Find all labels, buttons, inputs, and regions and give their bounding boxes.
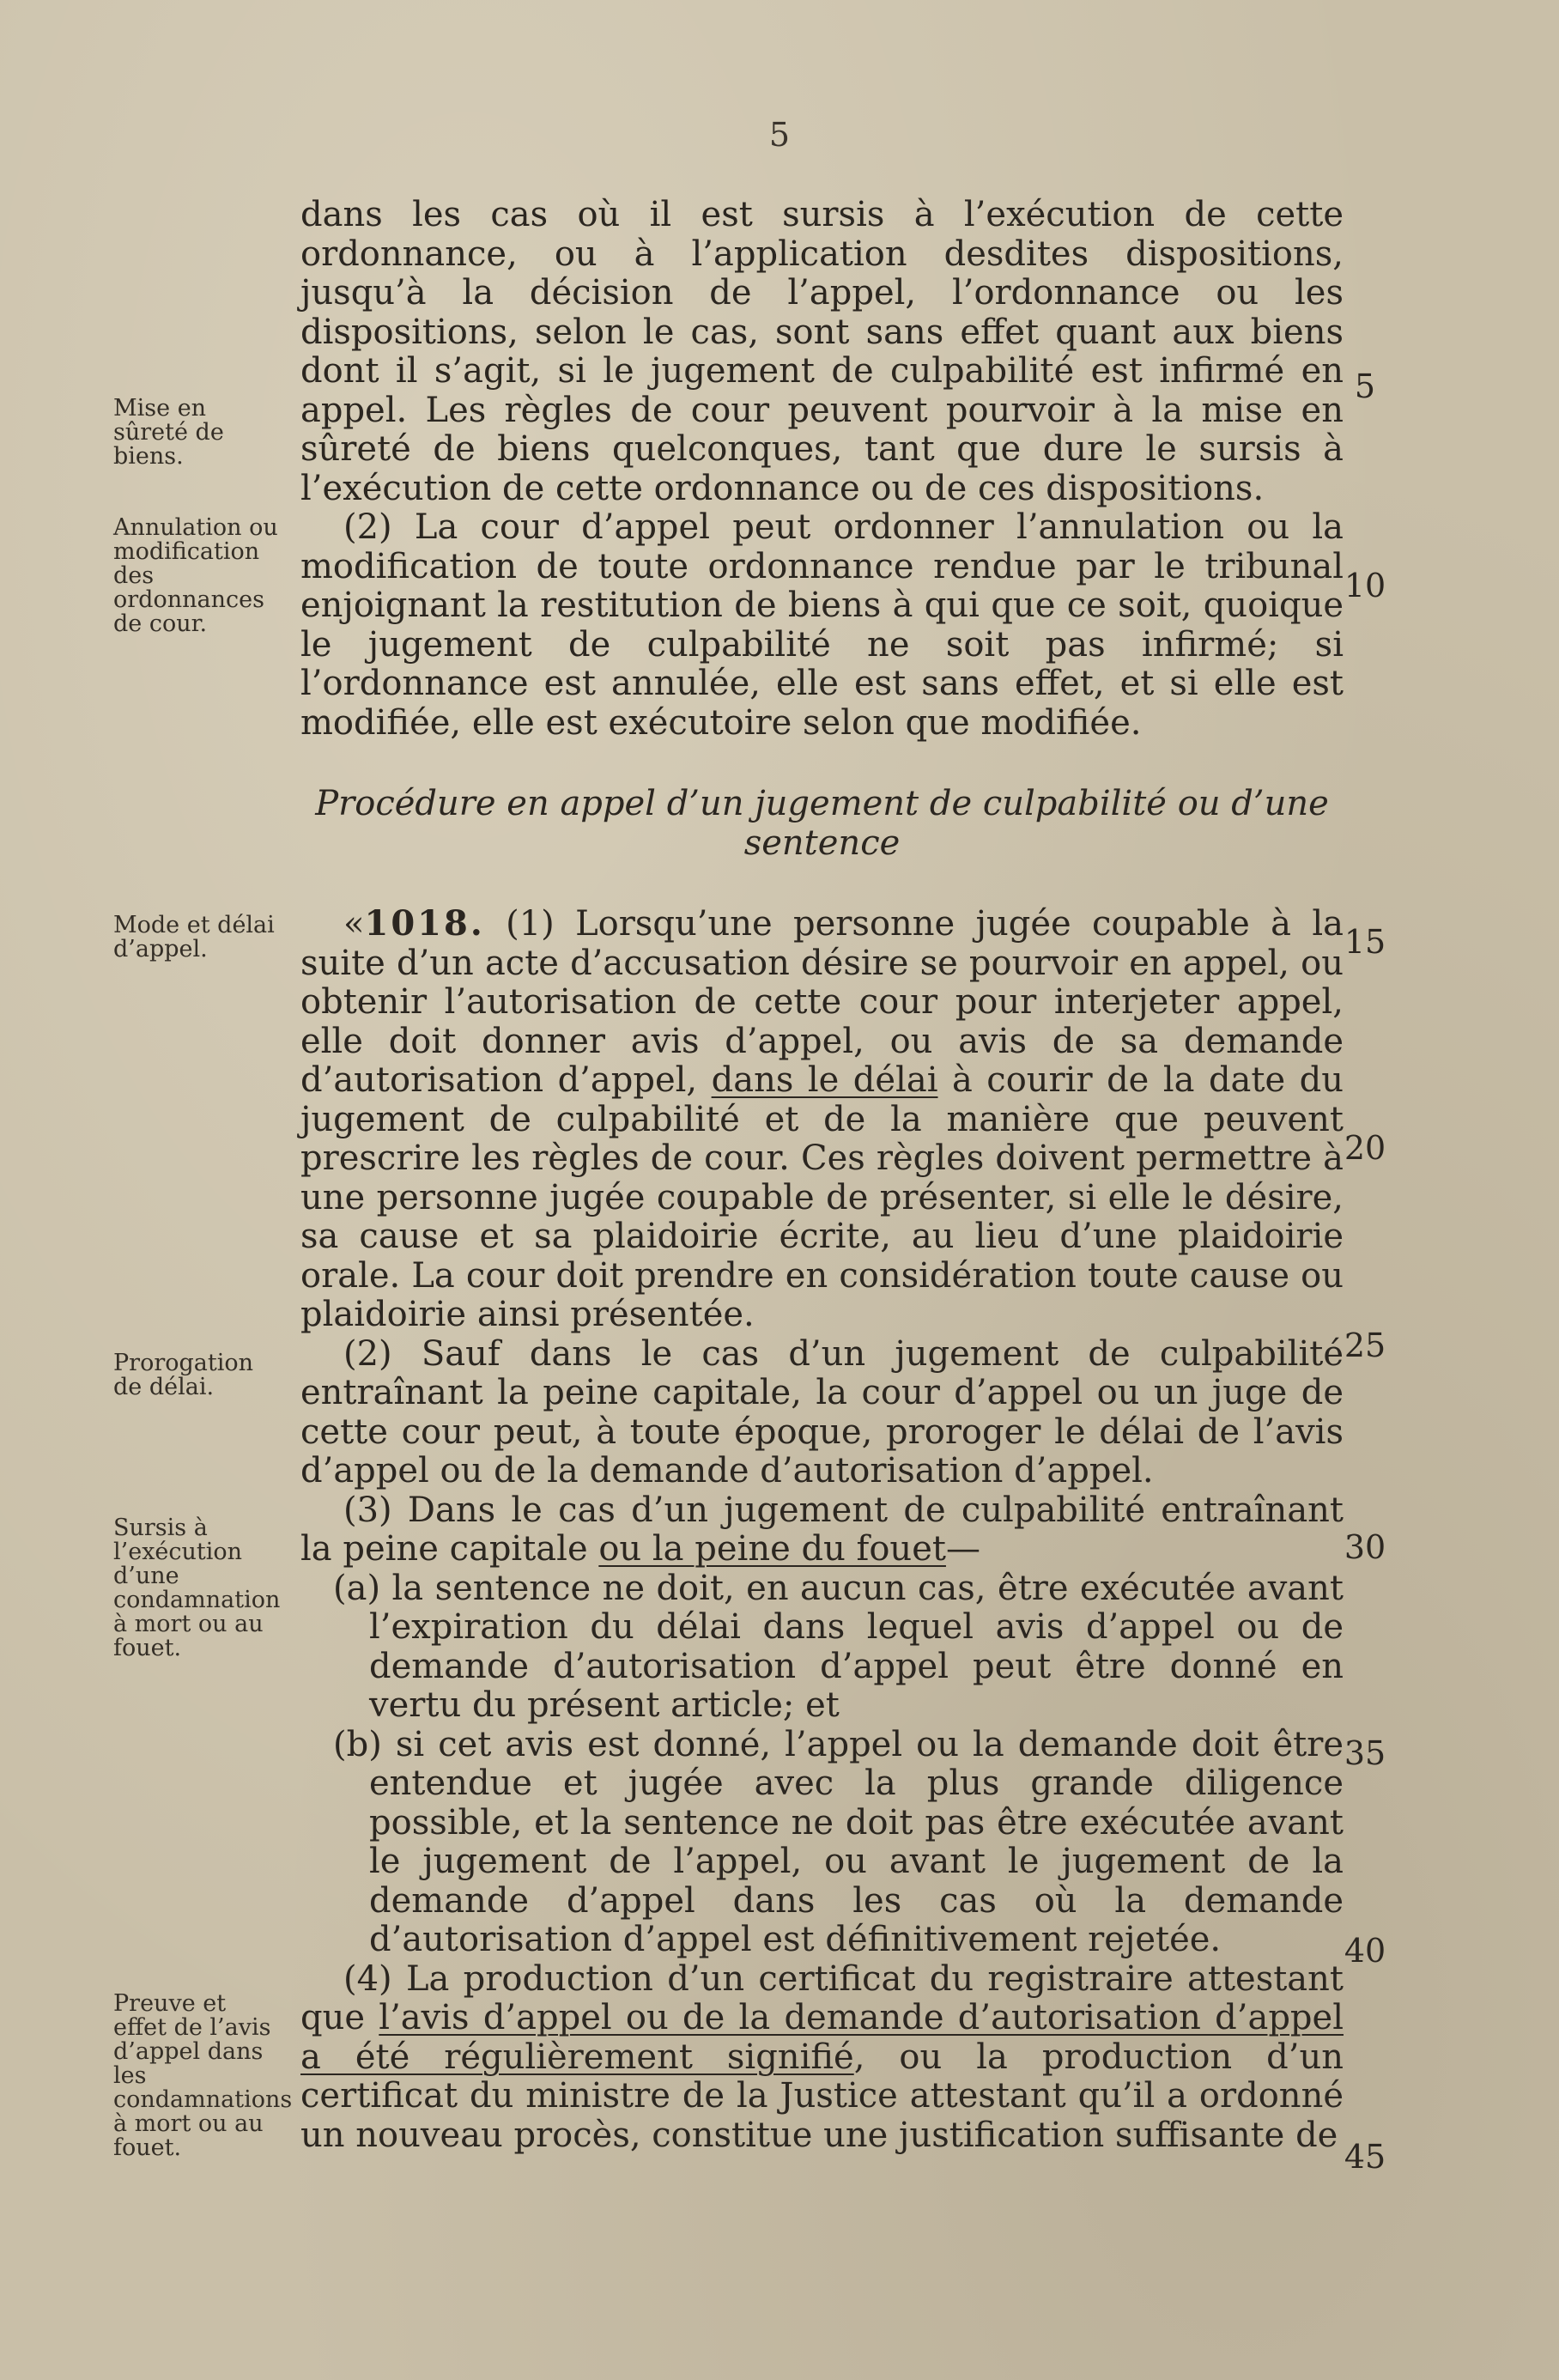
line-number-35: 35 [1344,1734,1386,1772]
paragraph-2-annulation: (2) La cour d’appel peut ordonner l’annulation ou la modification de toute ordonnance rendue par le tribunal enjoignant la restitution de biens à qui que ce soit, quoique le jugement de culpabilité ne soit pas infirmé; si l’ordonnance est annulée, elle est sans effet, et si elle est modifiée, elle est exécutoire selon que modifiée. [300,507,1344,743]
article-text-part: (1) Lorsqu’une personne jugée coupable à la suite d’un acte d’accusation désire se pourvoir en appel, ou obtenir l’autorisation de cette cour pour interjeter appel, elle doit donner avis d’appel, ou avis de sa demande d’autorisation d’appel, [300,904,1344,1100]
article-open-quote: « [343,904,365,944]
paragraph-continuation: dans les cas où il est sursis à l’exécution de cette ordonnance, ou à l’application desdites dispositions, jusqu’à la décision de l’appel, l’ordonnance ou les dispositions, selon le cas, sont sans effet quant aux biens dont il s’agit, si le jugement de culpabilité est infirmé en appel. Les règles de cour peuvent pourvoir à la mise en sûreté de biens quelconques, tant que dure le sursis à l’exécution de cette ordonnance ou de ces dispositions. [300,195,1344,508]
article-1018-para-3 [300,1491,1344,1569]
subparagraph-a: (a) la sentence ne doit, en aucun cas, être exécutée avant l’expiration du délai dans lequel avis d’appel ou de demande d’autorisation d’appel peut être donné en vertu du présent article; et [333,1568,1344,1725]
article-number: 1018. [364,903,485,944]
line-number-15: 15 [1344,923,1386,961]
article-1018-para-2: (2) Sauf dans le cas d’un jugement de culpabilité entraînant la peine capitale, la cour d’appel ou un juge de cette cour peut, à toute époque, proroger le délai de l’avis d’appel ou de la demande d’autorisation d’appel. [300,1333,1344,1491]
main-text [300,196,1344,2155]
underlined-phrase: ou la peine du fouet [598,1529,946,1569]
underlined-phrase: dans le délai [711,1060,938,1100]
margin-note-preuve: Preuve et effet de l’avis d’appel dans les condamnations à mort ou au fouet. [113,1990,293,2161]
margin-note-mode-delai: Mode et délai d’appel. [113,912,275,962]
line-number-20: 20 [1344,1129,1386,1167]
line-number-10: 10 [1344,567,1386,604]
para-4-text: , ou la production d’un certificat du ministre de la Justice attestant qu’il a ordonné un nouveau procès, constitue une justification suffisante de [300,2037,1344,2155]
article-1018-para-4 [300,1960,1344,2156]
margin-note-sursis: Sursis à l’exécution d’une condamnation à mort ou au fouet. [113,1515,281,1661]
line-number-45: 45 [1344,2138,1386,2176]
section-heading: Procédure en appel d’un jugement de culpabilité ou d’une sentence [315,784,1329,863]
margin-note-prorogation: Prorogation de délai. [113,1350,254,1400]
line-number-40: 40 [1344,1932,1386,1970]
para-4-text: (4) La production d’un certificat du registraire attestant que [300,1958,1344,2037]
page-number: 5 [768,116,791,154]
underlined-phrase: l’avis d’appel ou de la demande d’autorisation d’appel a été régulièrement signifié [300,1998,1344,2077]
article-1018-para-1 [300,904,1344,1335]
article-text-part: à courir de la date du jugement de culpabilité et de la manière que peuvent prescrire les règles de cour. Ces règles doivent permettre à une personne jugée coupable de présenter, si elle le désire, sa cause et sa plaidoirie écrite, au lieu d’une plaidoirie orale. La cour doit prendre en considération toute cause ou plaidoirie ainsi présentée. [300,1060,1344,1334]
line-number-25: 25 [1344,1327,1386,1364]
para-3-text: (3) Dans le cas d’un jugement de culpabilité entraînant la peine capitale [300,1490,1344,1569]
line-number-30: 30 [1344,1528,1386,1566]
subparagraph-b: (b) si cet avis est donné, l’appel ou la demande doit être entendue et jugée avec la plus grande diligence possible, et la sentence ne doit pas être exécutée avant le jugement de l’appel, ou avant le jugement de la demande d’appel dans les cas où la demande d’autorisation d’appel est définitivement rejetée. [333,1724,1344,1959]
para-3-dash: — [945,1529,980,1569]
margin-note-surete: Mise en sûreté de biens. [113,395,224,470]
margin-note-annulation: Annulation ou modification des ordonnances de cour. [113,514,278,637]
line-number-5: 5 [1354,367,1376,405]
